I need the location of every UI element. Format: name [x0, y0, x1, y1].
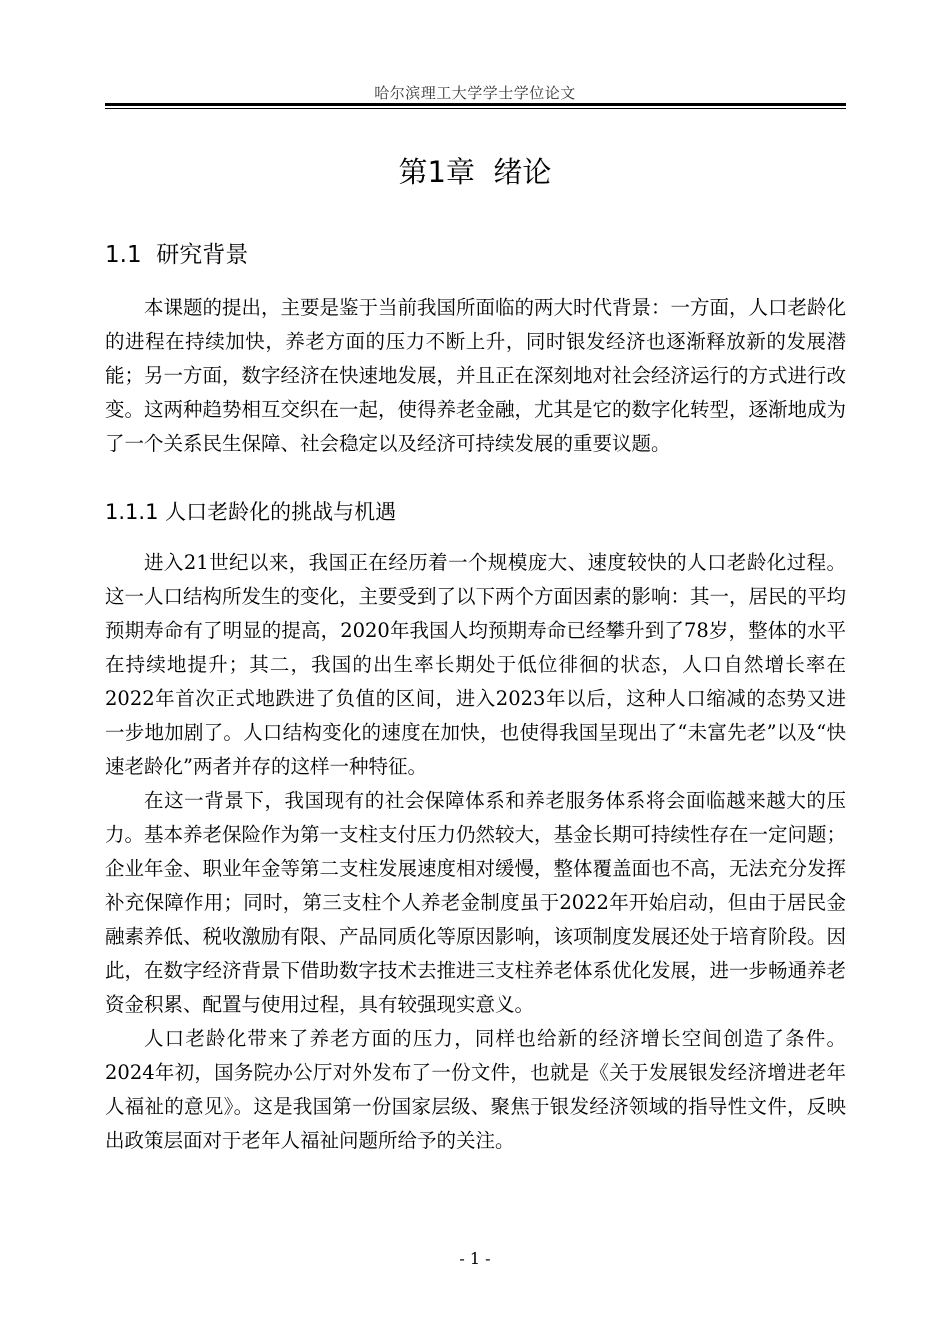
running-header: 哈尔滨理工大学学士学位论文	[374, 84, 576, 102]
paragraph: 进入21世纪以来，我国正在经历着一个规模庞大、速度较快的人口老龄化过程。这一人口结构所发生的变化，主要受到了以下两个方面因素的影响：其一，居民的平均预期寿命有了明显的提高，2020年我国人均预期寿命已经攀升到了78岁，整体的水平在持续地提升；其二，我国的出生率长期处于低位徘徊的状态，人口自然增长率在2022年首次正式地跌进了负值的区间，进入2023年以后，这种人口缩减的态势又进一步地加剧了。人口结构变化的速度在加快，也使得我国呈现出了“未富先老”以及“快速老龄化”两者并存的这样一种特征。	[105, 551, 847, 778]
header-rule-thick	[105, 103, 846, 106]
paragraph: 本课题的提出，主要是鉴于当前我国所面临的两大时代背景：一方面，人口老龄化的进程在持续加快，养老方面的压力不断上升，同时银发经济也逐渐释放新的发展潜能；另一方面，数字经济在快速地发展，并且正在深刻地对社会经济运行的方式进行改变。这两种趋势相互交织在一起，使得养老金融，尤其是它的数字化转型，逐渐地成为了一个关系民生保障、社会稳定以及经济可持续发展的重要议题。	[105, 296, 847, 455]
section-heading-1-1: 1.1 研究背景	[105, 242, 249, 268]
paragraph: 人口老龄化带来了养老方面的压力，同样也给新的经济增长空间创造了条件。2024年初，国务院办公厅对外发布了一份文件，也就是《关于发展银发经济增进老年人福祉的意见》。这是我国第一份国家层级、聚焦于银发经济领域的指导性文件，反映出政策层面对于老年人福祉问题所给予的关注。	[105, 1027, 846, 1152]
header-rule-thin	[105, 108, 846, 109]
page-number: - 1 -	[459, 1249, 491, 1268]
chapter-title: 第1章 绪论	[398, 155, 552, 189]
section-1-1-body	[105, 291, 846, 461]
section-1-1-1-body	[105, 546, 846, 1158]
paragraph: 在这一背景下，我国现有的社会保障体系和养老服务体系将会面临越来越大的压力。基本养老保险作为第一支柱支付压力仍然较大，基金长期可持续性存在一定问题；企业年金、职业年金等第二支柱发展速度相对缓慢，整体覆盖面也不高，无法充分发挥补充保障作用；同时，第三支柱个人养老金制度虽于2022年开始启动，但由于居民金融素养低、税收激励有限、产品同质化等原因影响，该项制度发展还处于培育阶段。因此，在数字经济背景下借助数字技术去推进三支柱养老体系优化发展，进一步畅通养老资金积累、配置与使用过程，具有较强现实意义。	[105, 789, 847, 1016]
section-heading-1-1-1: 1.1.1 人口老龄化的挑战与机遇	[105, 500, 397, 524]
